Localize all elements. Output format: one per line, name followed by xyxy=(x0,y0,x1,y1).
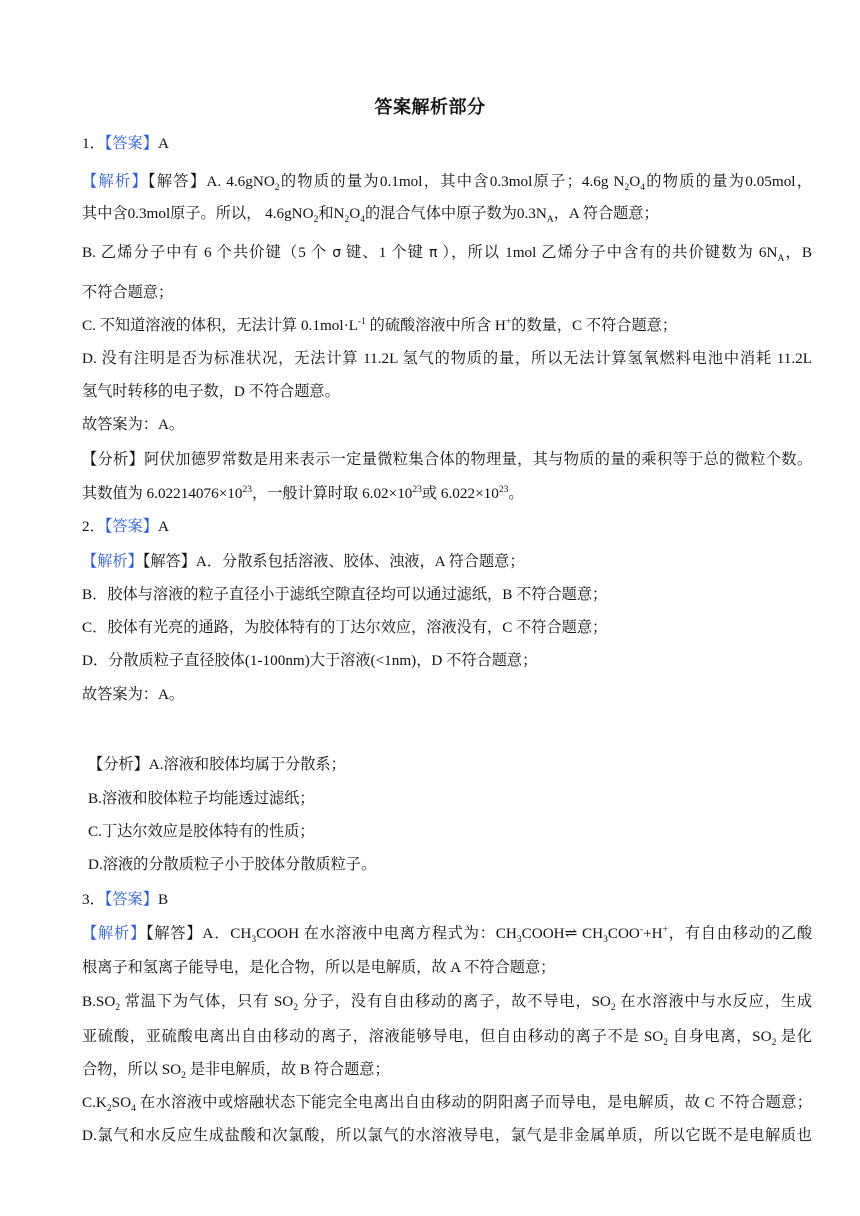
q1-solution-b-line1: B. 乙烯分子中有 6 个共价键（5 个 σ 键、1 个键 π ），所以 1mol 乙烯分子中含有的共价键数为 $6N_A$，B xyxy=(82,244,812,265)
q2-conclusion: 故答案为：A。 xyxy=(82,686,185,703)
q2-analysis-c: C.丁达尔效应是胶体特有的性质； xyxy=(88,823,315,840)
q3-solution-d-line1: D.氯气和水反应生成盐酸和次氯酸，所以氯气的水溶液导电，氯气是非金属单质，所以它既不是电解质也 xyxy=(82,1127,812,1144)
q2-analysis-b: B.溶液和胶体粒子均能透过滤纸； xyxy=(88,790,315,807)
pi-symbol: π xyxy=(428,245,438,261)
q1-analysis-line1: 【分析】阿伏加德罗常数是用来表示一定量微粒集合体的物理量，其与物质的量的乘积等于总的微粒个数。 xyxy=(82,451,812,468)
q2-answer-tag: 【答案】 xyxy=(104,518,158,535)
q1-analysis-line2: 其数值为 $6.02214076\times 10^{23}$，一般计算时取 $6.02\times 10^{23}$或 $6.022\times 10^{23}$。 xyxy=(82,484,524,502)
q3-answer: B xyxy=(157,891,169,908)
q3-solution-c: $C.K_2SO_4$ 在水溶液中或熔融状态下能完全电离出自由移动的阴阳离子而导电，是电解质，故 C 不符合题意； xyxy=(82,1094,812,1115)
q3-solution-b-line3: 合物，所以 $SO_2$ 是非电解质，故 B 符合题意； xyxy=(82,1061,390,1082)
q1-solution-a-line2: 其中含0.3mol原子。所以， 4.6gNO$_2$和$N_2O_4$的混合气体中原子数为$0.3N_A$，A 符合题意； xyxy=(82,205,659,226)
q1-answer-line xyxy=(82,134,812,154)
q3-number: 3． xyxy=(82,891,105,908)
q3-solution-a-line1: 【解析】【解答】A．$CH_3COOH$ 在水溶液中电离方程式为：$CH_3COOH\rightleftharpoons$ $CH_3COO^-+H^+$，有自由移动的乙酸 xyxy=(82,924,813,946)
q1-solution-d-line1: D. 没有注明是否为标准状况，无法计算 11.2L 氢气的物质的量，所以无法计算氢氧燃料电池中消耗 11.2L xyxy=(82,350,812,367)
q2-answer: A xyxy=(157,518,169,535)
q1-answer-tag: 【答案】 xyxy=(104,135,158,152)
q2-solution-a: 【解析】【解答】A．分散系包括溶液、胶体、浊液，A 符合题意； xyxy=(82,553,525,570)
q2-analysis-d: D.溶液的分散质粒子小于胶体分散质粒子。 xyxy=(88,856,377,873)
q3-solution-b-line1: $B.SO_2$ 常温下为气体，只有 $SO_2$ 分子，没有自由移动的离子，故不导电，$SO_2$ 在水溶液中与水反应，生成 xyxy=(82,993,813,1014)
q3-analysis-tag: 【解析】 xyxy=(82,925,147,942)
q1-solution-b-line2: 不符合题意； xyxy=(82,284,174,301)
q2-answer-line xyxy=(82,517,812,537)
q3-solution-b-line2: 亚硫酸，亚硫酸电离出自由移动的离子，溶液能够导电，但自由移动的离子不是 $SO_2$ 自身电离，$SO_2$ 是化 xyxy=(82,1028,813,1049)
q1-answer: A xyxy=(157,135,169,152)
q1-number: 1． xyxy=(82,135,105,152)
q3-answer-line xyxy=(82,890,812,910)
q2-solution-b: B．胶体与溶液的粒子直径小于滤纸空隙直径均可以通过滤纸，B 不符合题意； xyxy=(82,586,608,603)
q3-answer-tag: 【答案】 xyxy=(104,891,158,908)
q2-solution-d: D．分散质粒子直径胶体(1-100nm)大于溶液(<1nm)，D 不符合题意； xyxy=(82,652,538,669)
page-title: 答案解析部分 xyxy=(374,97,486,118)
q1-solution-a-line1: 【解析】【解答】A. 4.6gNO$_2$的物质的量为0.1mol，其中含0.3mol原子；4.6g $N_2O_4$的物质的量为0.05mol， xyxy=(82,173,813,194)
q1-solution-c: C. 不知道溶液的体积，无法计算 $0.1mol\cdot L^{-1}$ 的硫酸溶液中所含 H+的数量，C 不符合题意； xyxy=(82,316,678,334)
q1-analysis-tag: 【解析】 xyxy=(82,173,148,190)
q2-analysis-a: 【分析】A.溶液和胶体均属于分散系； xyxy=(88,756,346,773)
q1-solution-d-line2: 氢气时转移的电子数，D 不符合题意。 xyxy=(82,383,340,400)
q2-number: 2． xyxy=(82,518,105,535)
q1-conclusion: 故答案为：A。 xyxy=(82,416,185,433)
q2-analysis-tag: 【解析】 xyxy=(82,553,143,570)
sigma-symbol: σ xyxy=(332,245,342,261)
q2-solution-c: C．胶体有光亮的通路，为胶体特有的丁达尔效应，溶液没有，C 不符合题意； xyxy=(82,619,608,636)
q3-solution-a-line2: 根离子和氢离子能导电，是化合物，所以是电解质，故 A 不符合题意； xyxy=(82,959,556,976)
